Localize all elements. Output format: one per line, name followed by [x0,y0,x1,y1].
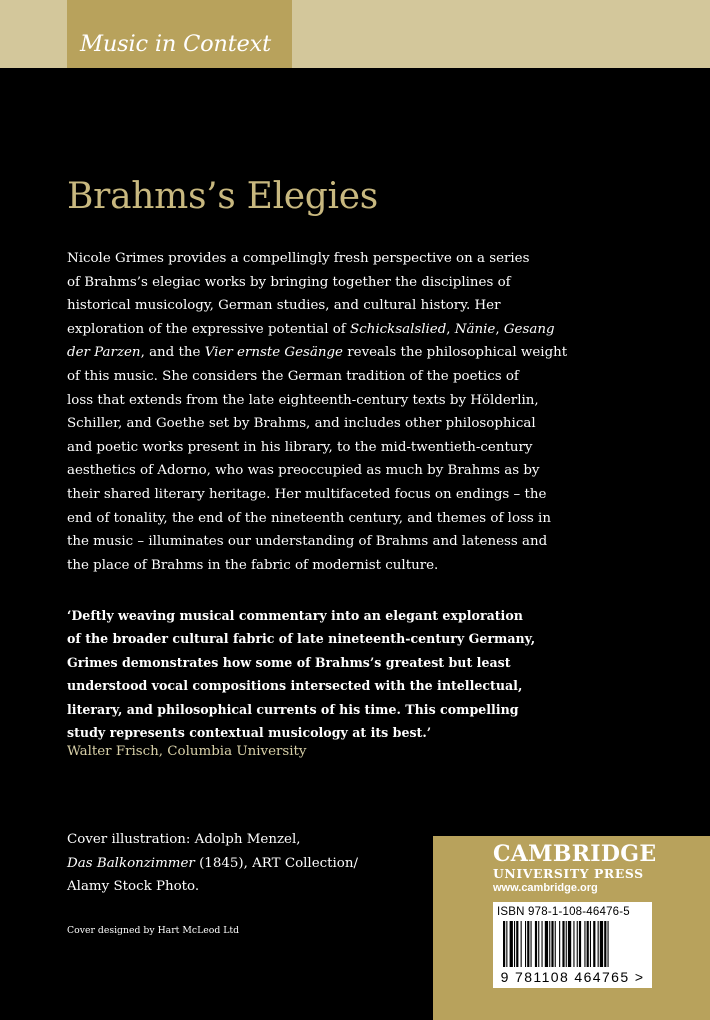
barcode-bar [525,921,526,967]
barcode-bar [593,921,595,967]
blurb-line [67,341,568,365]
blurb-line [67,318,555,342]
endorsement-quote [67,604,537,744]
barcode-bar [590,921,591,967]
barcode-bar [608,921,609,967]
barcode-bar [577,921,578,967]
barcode-bar [503,921,505,967]
barcode-bar [545,921,548,967]
quote-line: study represents contextual musicology at its best.’ [67,725,432,741]
credit-line: Alamy Stock Photo. [67,879,200,894]
credit-text: (1845), ART Collection/ [194,855,358,871]
isbn-label: ISBN 978-1-108-46476-5 [497,906,630,918]
series-title: Music in Context [80,31,272,57]
publisher-url: www.cambridge.org [493,882,598,894]
blurb-line: aesthetics of Adorno, who was preoccupied as much by Brahms as by [67,463,540,479]
work-title-nanie: Nänie [454,321,496,337]
book-title: Brahms’s Elegies [67,176,378,217]
cover-illustration-credit [67,828,387,899]
blurb-line: the music – illuminates our understanding of Brahms and lateness and [67,534,548,550]
quote-line: of the broader cultural fabric of late nineteenth-century Germany, [67,631,536,647]
barcode-bar [527,921,529,967]
work-title-schicksalslied: Schicksalslied [350,321,447,337]
quote-line: literary, and philosophical currents of his time. This compelling [67,701,519,717]
blurb-line: Schiller, and Goethe set by Brahms, and includes other philosophical [67,416,536,432]
quote-line: Grimes demonstrates how some of Brahms’s greatest but least [67,654,511,670]
barcode-bar [587,921,589,967]
work-title-der-parzen: der Parzen [67,345,141,361]
quote-attribution: Walter Frisch, Columbia University [67,744,307,759]
blurb-text: , [495,321,504,337]
barcode-bar [559,921,560,967]
quote-line: understood vocal compositions intersected with the intellectual, [67,678,523,694]
barcode-icon [503,921,643,967]
barcode-bar [535,921,537,967]
publisher-name: CAMBRIDGE [493,841,657,867]
cover-designer-credit: Cover designed by Hart McLeod Ltd [67,925,240,936]
quote-line: ‘Deftly weaving musical commentary into an elegant exploration [67,608,523,623]
blurb-line: end of tonality, the end of the nineteenth century, and themes of loss in [67,510,551,526]
barcode-bar [598,921,599,967]
work-title-gesang: Gesang [503,321,555,337]
barcode-bar [549,921,550,967]
barcode-bar [604,921,606,967]
barcode-bar [573,921,574,967]
barcode-bar [516,921,518,967]
barcode-bar [584,921,585,967]
barcode-digits: 9 781108 464765 > [500,969,645,985]
blurb-line: Nicole Grimes provides a compellingly fresh perspective on a series [67,251,530,266]
barcode-bar [579,921,581,967]
publisher-subtitle: UNIVERSITY PRESS [493,866,644,881]
credit-line [67,852,387,876]
barcode-bar [514,921,515,967]
blurb-line: the place of Brahms in the fabric of modernist culture. [67,557,439,573]
blurb-text: exploration of the expressive potential of [67,321,351,337]
blurb-line: of Brahms’s elegiac works by bringing together the disciplines of [67,274,511,290]
work-title-vier-ernste: Vier ernste Gesänge [204,345,343,361]
blurb-text: , [446,321,455,337]
credit-line: Cover illustration: Adolph Menzel, [67,832,301,847]
blurb-line: of this music. She considers the German tradition of the poetics of [67,368,519,384]
barcode-bar [521,921,522,967]
blurb-line: and poetic works present in his library, to the mid-twentieth-century [67,439,533,455]
painting-title: Das Balkonzimmer [67,855,195,871]
blurb-text: reveals the philosophical weight [342,345,568,361]
barcode-bar [568,921,571,967]
blurb-line: loss that extends from the late eighteenth-century texts by Hölderlin, [67,392,539,408]
blurb-paragraph [67,247,568,577]
barcode-bar [566,921,567,967]
barcode-bar [510,921,513,967]
blurb-line: historical musicology, German studies, and cultural history. Her [67,298,501,314]
barcode-bar [542,921,543,967]
barcode-bar [506,921,507,967]
barcode-bar [562,921,564,967]
barcode-bar [538,921,539,967]
barcode-bar [600,921,603,967]
barcode-bar [555,921,556,967]
barcode-bar [551,921,553,967]
barcode-bar [531,921,532,967]
blurb-line: their shared literary heritage. Her multifaceted focus on endings – the [67,486,547,502]
blurb-text: , and the [140,345,205,361]
